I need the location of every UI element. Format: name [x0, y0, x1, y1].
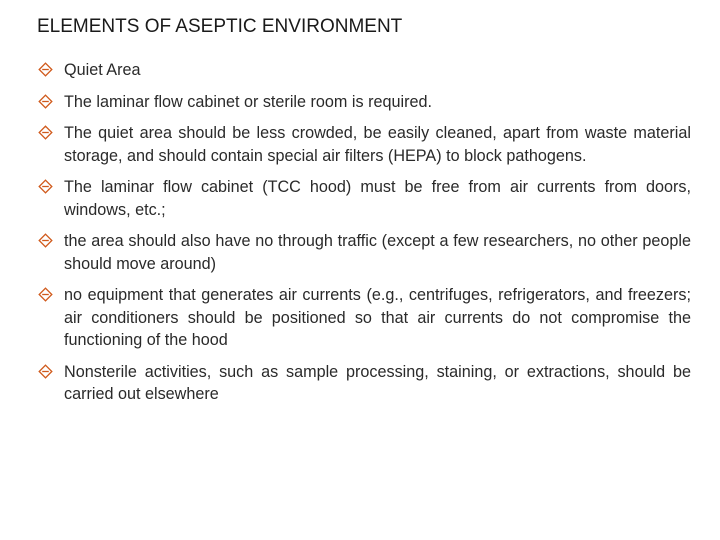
bullet-item	[37, 122, 691, 167]
diamond-outline-icon	[38, 179, 53, 194]
diamond-outline-icon	[38, 287, 53, 302]
bullet-item	[37, 176, 691, 221]
diamond-outline-icon	[38, 94, 53, 109]
bullet-item	[37, 284, 691, 352]
bullet-item	[37, 59, 691, 82]
diamond-outline-icon	[38, 364, 53, 379]
bullet-text: The quiet area should be less crowded, be easily cleaned, apart from waste material storage, and should contain special air filters (HEPA) to block pathogens.	[64, 124, 691, 165]
bullet-text: Quiet Area	[64, 61, 141, 79]
diamond-outline-icon	[38, 233, 53, 248]
bullet-item	[37, 91, 691, 114]
bullet-text: The laminar flow cabinet (TCC hood) must be free from air currents from doors, windows, etc.;	[64, 178, 691, 219]
bullet-text: The laminar flow cabinet or sterile room is required.	[64, 92, 432, 111]
bullet-text: the area should also have no through traffic (except a few researchers, no other people should move around)	[64, 232, 691, 273]
bullet-text: Nonsterile activities, such as sample processing, staining, or extractions, should be carried out elsewhere	[64, 362, 691, 403]
bullet-item	[37, 361, 691, 406]
diamond-outline-icon	[38, 125, 53, 140]
bullet-list	[37, 59, 691, 415]
bullet-item	[37, 230, 691, 275]
bullet-text: no equipment that generates air currents (e.g., centrifuges, refrigerators, and freezers; air conditioners should be positioned so that air currents do not compromise the functioning of the hood	[64, 286, 691, 349]
slide-title: ELEMENTS OF ASEPTIC ENVIRONMENT	[37, 16, 403, 37]
diamond-outline-icon	[38, 62, 53, 77]
